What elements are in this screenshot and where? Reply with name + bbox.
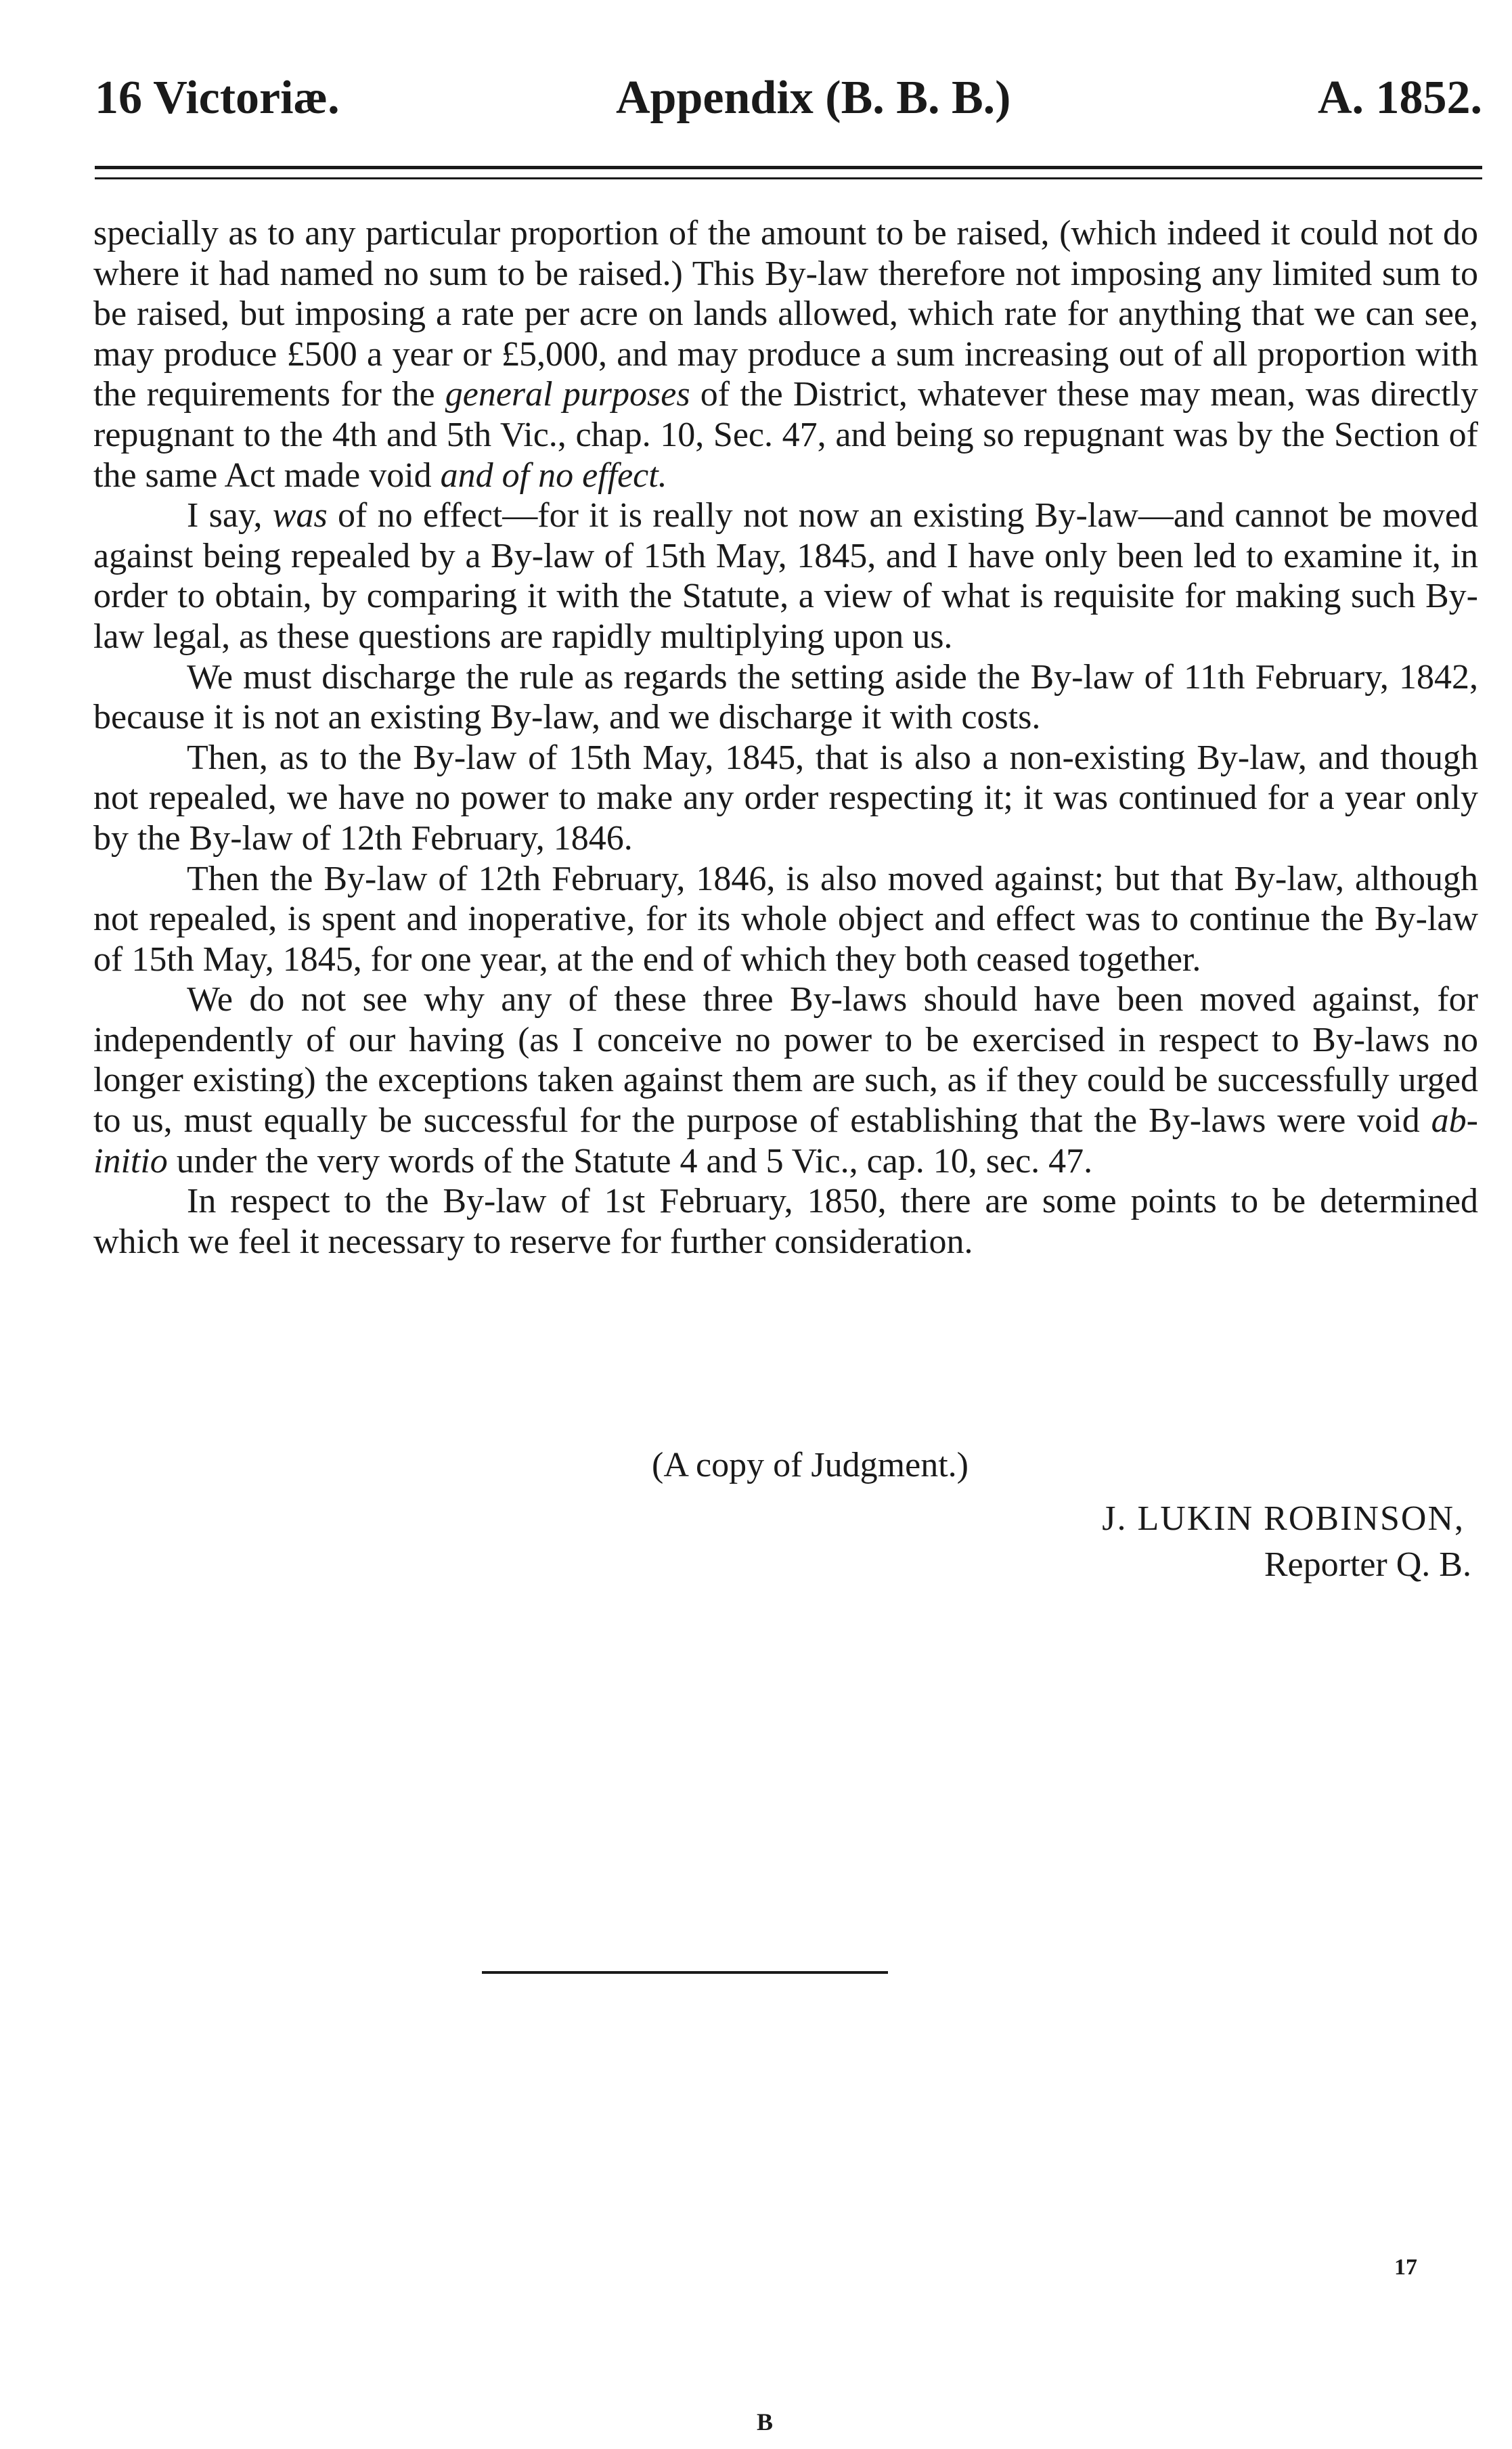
copy-of-judgment-note xyxy=(0,1445,1512,1486)
page-number: 17 xyxy=(1394,2255,1417,2280)
header-regnal-year: 16 Victoriæ. xyxy=(95,72,340,124)
paragraph-1-italic-a: general purposes xyxy=(445,375,690,414)
paragraph-6-italic: ab-initio xyxy=(93,1101,1478,1181)
closing-rule xyxy=(482,1971,888,1974)
header-double-rule xyxy=(95,166,1482,179)
paragraph-1-text-b: of the District, whatever these may mean, was directly repugnant to the 4th and 5th Vic., chap. 10, Sec. 47, and being so repugnant was by the Section of the same Act made void xyxy=(93,375,1478,495)
paragraph-6-text-a: We do not see why any of these three By-laws should have been moved against, for independently of our having (as I conceive no power to be exercised in respect to By-laws no longer existing) the exceptions taken against them are such, as if they could be successfully urged to us, must equally be successful for the purpose of establishing that the By-laws were void xyxy=(93,980,1478,1141)
paragraph-2-italic: was xyxy=(272,496,328,535)
paragraph-6-text-b: under the very words of the Statute 4 and 5 Vic., cap. 10, sec. 47. xyxy=(167,1141,1093,1181)
reporter-role: Reporter Q. B. xyxy=(1264,1545,1471,1584)
paragraph-6 xyxy=(93,979,1478,1181)
reporter-signature xyxy=(862,1496,1471,1588)
header-appendix-title: Appendix (B. B. B.) xyxy=(616,72,1011,124)
paragraph-1-text-a: specially as to any particular proportion of the amount to be raised, (which indeed it could not do where it had named no sum to be raised.) This By-law therefore not imposing any limited sum to be raised, but imposing a rate per acre on lands allowed, which rate for anything that we can see, may produce £500 a year or £5,000, and may produce a sum increasing out of all proportion with the requirements for the xyxy=(93,214,1478,414)
paragraph-2-text-a: I say, xyxy=(187,496,273,535)
paragraph-1 xyxy=(93,213,1478,495)
judgment-body xyxy=(93,213,1478,1262)
paragraph-4: Then, as to the By-law of 15th May, 1845, that is also a non-existing By-law, and though not repealed, we have no power to make any order respecting it; it was continued for a year only by the By-law of 12th February, 1846. xyxy=(93,738,1478,858)
paragraph-2 xyxy=(93,495,1478,657)
paragraph-3: We must discharge the rule as regards the setting aside the By-law of 11th February, 1842, because it is not an existing By-law, and we discharge it with costs. xyxy=(93,657,1478,737)
paragraph-2-text-b: of no effect—for it is really not now an existing By-law—and cannot be moved against being repealed by a By-law of 15th May, 1845, and I have only been led to examine it, in order to obtain, by comparing it with the Statute, a view of what is requisite for making such By-law legal, as these questions are rapidly multiplying upon us. xyxy=(93,496,1478,656)
paragraph-1-italic-b: and of no effect. xyxy=(440,456,667,495)
printer-signature-mark: B xyxy=(757,2408,774,2435)
reporter-name: J. LUKIN ROBINSON, xyxy=(1102,1499,1465,1538)
copy-note-text: (A copy of Judgment.) xyxy=(652,1446,969,1484)
paragraph-5: Then the By-law of 12th February, 1846, is also moved against; but that By-law, although not repealed, is spent and inoperative, for its whole object and effect was to continue the By-law of 15th May, 1845, for one year, at the end of which they both ceased together. xyxy=(93,859,1478,979)
header-year: A. 1852. xyxy=(1317,72,1482,124)
running-head xyxy=(95,71,1482,125)
paragraph-7: In respect to the By-law of 1st February, 1850, there are some points to be determined which we feel it necessary to reserve for further consideration. xyxy=(93,1182,1478,1261)
